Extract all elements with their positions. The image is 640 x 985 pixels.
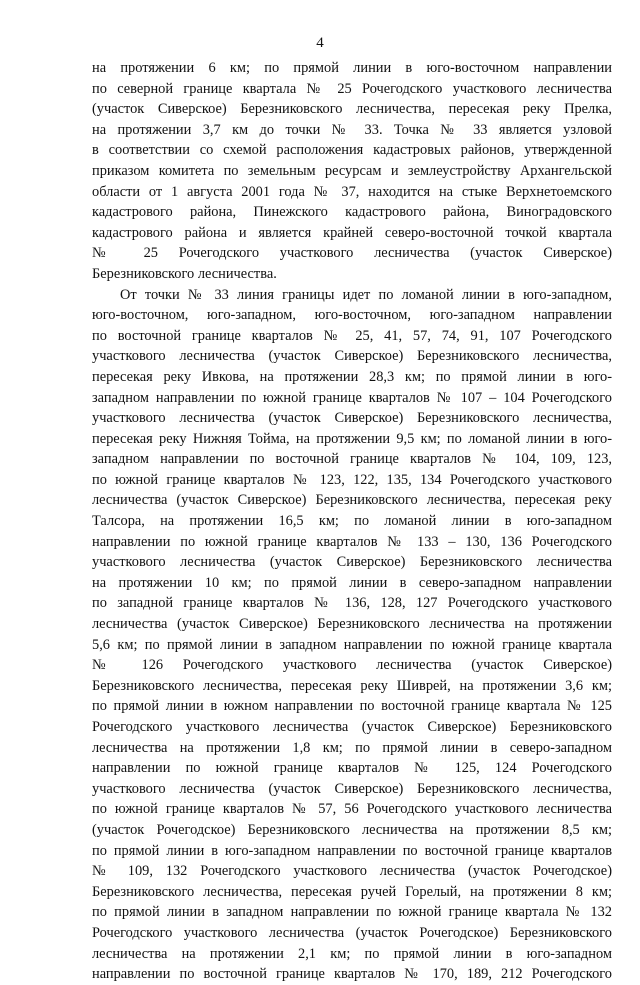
text-line: направлении по южной границе кварталов № 133 – 130, 136 Рочегодского <box>92 533 612 550</box>
text-line: на протяжении 6 км; по прямой линии в юго-восточном направлении <box>92 60 612 76</box>
text-line: № 25 Рочегодского участкового лесничества (участок Сиверское) <box>92 245 612 262</box>
text-line: в соответствии со схемой расположения кадастровых районов, утвержденной <box>92 142 612 159</box>
text-line: западном направлении по восточной границе кварталов № 104, 109, 123, <box>92 451 612 468</box>
text-line: по южной границе кварталов № 57, 56 Рочегодского участкового лесничества <box>92 801 612 818</box>
text-line: по прямой линии в юго-западном направлении по восточной границе кварталов <box>92 842 612 859</box>
text-line: № 126 Рочегодского участкового лесничества (участок Сиверское) <box>92 657 612 674</box>
text-line: Березниковского лесничества. <box>92 265 277 282</box>
text-line: кадастрового района, Пинежского кадастрового района, Виноградовского <box>92 204 612 221</box>
text-line: лесничества (участок Сиверское) Березниковского лесничества, пересекая реку <box>92 492 612 509</box>
text-line: приказом комитета по земельным ресурсам и землеустройству Архангельской <box>92 162 612 179</box>
text-line: лесничества (участок Сиверское) Березниковского лесничества на протяжении <box>92 616 612 633</box>
text-line: кадастрового района и является крайней северо-восточной точкой квартала <box>92 224 612 241</box>
text-line: участкового лесничества (участок Сиверское) Березниковского лесничества, <box>92 410 612 427</box>
text-line: № 109, 132 Рочегодского участкового лесничества (участок Рочегодское) <box>92 863 612 880</box>
text-line: по восточной границе кварталов № 25, 41, 57, 74, 91, 107 Рочегодского <box>92 327 612 344</box>
page-number: 4 <box>316 35 324 51</box>
text-line: (участок Рочегодское) Березниковского лесничества на протяжении 8,5 км; <box>92 821 612 838</box>
text-line: участкового лесничества (участок Сиверское) Березниковского лесничества, <box>92 780 612 797</box>
text-line: на протяжении 3,7 км до точки № 33. Точка № 33 является узловой <box>92 121 612 138</box>
text-line: (участок Сиверское) Березниковского лесничества, пересекая реку Прелка, <box>92 101 612 118</box>
text-line: пересекая реку Нижняя Тойма, на протяжении 9,5 км; по ломаной линии в юго- <box>92 430 612 447</box>
text-line: на протяжении 10 км; по прямой линии в северо-западном направлении <box>92 574 612 591</box>
text-line: участкового лесничества (участок Сиверское) Березниковского лесничества, <box>92 348 612 365</box>
text-line: по южной границе кварталов № 123, 122, 135, 134 Рочегодского участкового <box>92 471 612 488</box>
text-line: пересекая реку Ивкова, на протяжении 28,3 км; по прямой линии в юго- <box>92 368 612 385</box>
text-line: Рочегодского участкового лесничества (участок Рочегодское) Березниковского <box>92 924 612 941</box>
text-line: по северной границе квартала № 25 Рочегодского участкового лесничества <box>92 80 612 97</box>
text-line: Березниковского лесничества, пересекая реку Шиврей, на протяжении 3,6 км; <box>92 677 612 694</box>
text-line: направлении по южной границе кварталов № 125, 124 Рочегодского <box>92 760 612 777</box>
text-line: западном направлении по южной границе кварталов № 107 – 104 Рочегодского <box>92 389 612 406</box>
text-line: юго-восточном, юго-западном, юго-восточном, юго-западном направлении <box>92 307 612 324</box>
text-line: лесничества на протяжении 1,8 км; по прямой линии в северо-западном <box>92 739 612 756</box>
text-line: От точки № 33 линия границы идет по ломаной линии в юго-западном, <box>120 286 612 303</box>
text-line: Березниковского лесничества, пересекая ручей Горелый, на протяжении 8 км; <box>92 883 612 900</box>
text-line: области от 1 августа 2001 года № 37, находится на стыке Верхнетоемского <box>92 183 612 200</box>
text-line: 5,6 км; по прямой линии в западном направлении по южной границе квартала <box>92 636 612 653</box>
text-line: лесничества на протяжении 2,1 км; по прямой линии в юго-западном <box>92 945 612 962</box>
text-line: по западной границе кварталов № 136, 128, 127 Рочегодского участкового <box>92 595 612 612</box>
text-line: Талсора, на протяжении 16,5 км; по ломаной линии в юго-западном <box>92 513 612 530</box>
text-line: Рочегодского участкового лесничества (участок Сиверское) Березниковского <box>92 719 612 735</box>
paragraph-1 <box>92 58 612 285</box>
text-line: по прямой линии в западном направлении по южной границе квартала № 132 <box>92 904 612 921</box>
text-line: направлении по восточной границе кварталов № 170, 189, 212 Рочегодского <box>92 966 612 983</box>
text-line: участкового лесничества (участок Сиверское) Березниковского лесничества <box>92 554 612 571</box>
paragraph-2 <box>92 285 612 985</box>
document-body <box>92 58 612 985</box>
text-line: по прямой линии в южном направлении по восточной границе квартала № 125 <box>92 698 612 715</box>
